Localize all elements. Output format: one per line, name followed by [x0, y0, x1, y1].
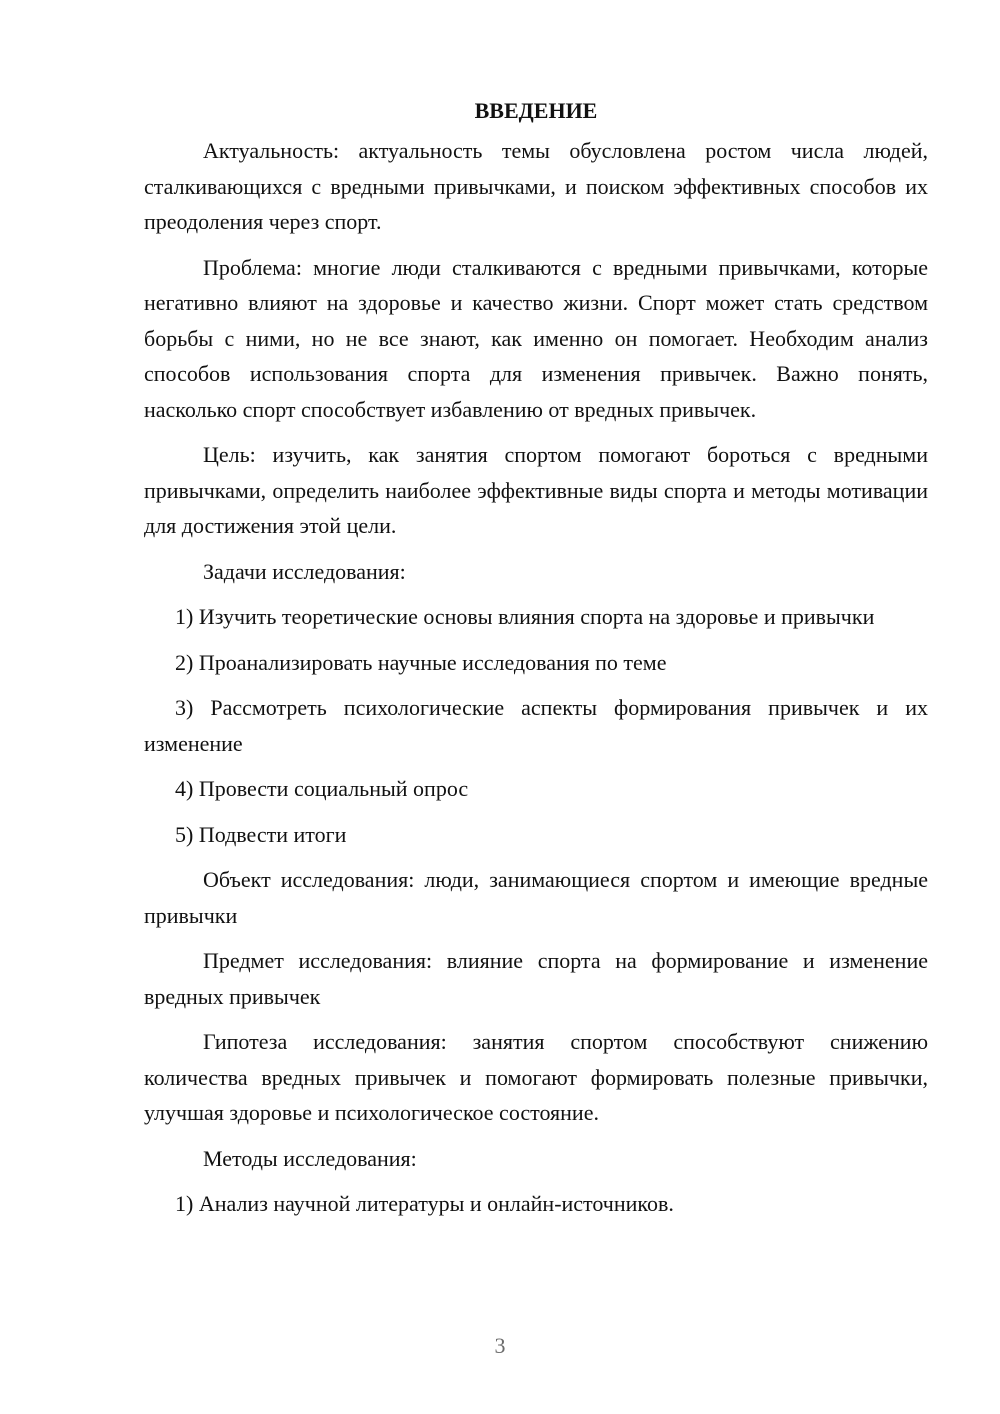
task-item-3: 3) Рассмотреть психологические аспекты формирования привычек и их изменение	[144, 695, 928, 756]
method-item-1: 1) Анализ научной литературы и онлайн-источников.	[175, 1191, 674, 1216]
task-item-2: 2) Проанализировать научные исследования по теме	[175, 649, 667, 675]
subject-paragraph: Предмет исследования: влияние спорта на формирование и изменение вредных привычек	[144, 948, 928, 1009]
page-content	[144, 93, 928, 1232]
section-heading: ВВЕДЕНИЕ	[474, 98, 598, 123]
object-paragraph: Объект исследования: люди, занимающиеся спортом и имеющие вредные привычки	[144, 867, 928, 928]
page-number: 3	[494, 1333, 506, 1358]
task-item-5: 5) Подвести итоги	[175, 821, 347, 847]
task-item-1: 1) Изучить теоретические основы влияния спорта на здоровье и привычки	[175, 604, 875, 629]
task-item-4: 4) Провести социальный опрос	[175, 776, 469, 801]
goal-paragraph: Цель: изучить, как занятия спортом помогают бороться с вредными привычками, определить наиболее эффективные виды спорта и методы мотивации для достижения этой цели.	[144, 442, 928, 538]
problem-paragraph: Проблема: многие люди сталкиваются с вредными привычками, которые негативно влияют на здоровье и качество жизни. Спорт может стать средством борьбы с ними, но не все знают, как именно он помогает. Необходим анализ способов использования спорта для изменения привычек. Важно понять, насколько спорт способствует избавлению от вредных привычек.	[144, 254, 928, 422]
methods-title: Методы исследования:	[203, 1145, 417, 1171]
relevance-paragraph: Актуальность: актуальность темы обусловлена ростом числа людей, сталкивающихся с вредными привычками, и поиском эффективных способов их преодоления через спорт.	[144, 138, 928, 234]
tasks-title: Задачи исследования:	[203, 558, 406, 584]
hypothesis-paragraph: Гипотеза исследования: занятия спортом способствуют снижению количества вредных привычек и помогают формировать полезные привычки, улучшая здоровье и психологическое состояние.	[144, 1029, 928, 1125]
